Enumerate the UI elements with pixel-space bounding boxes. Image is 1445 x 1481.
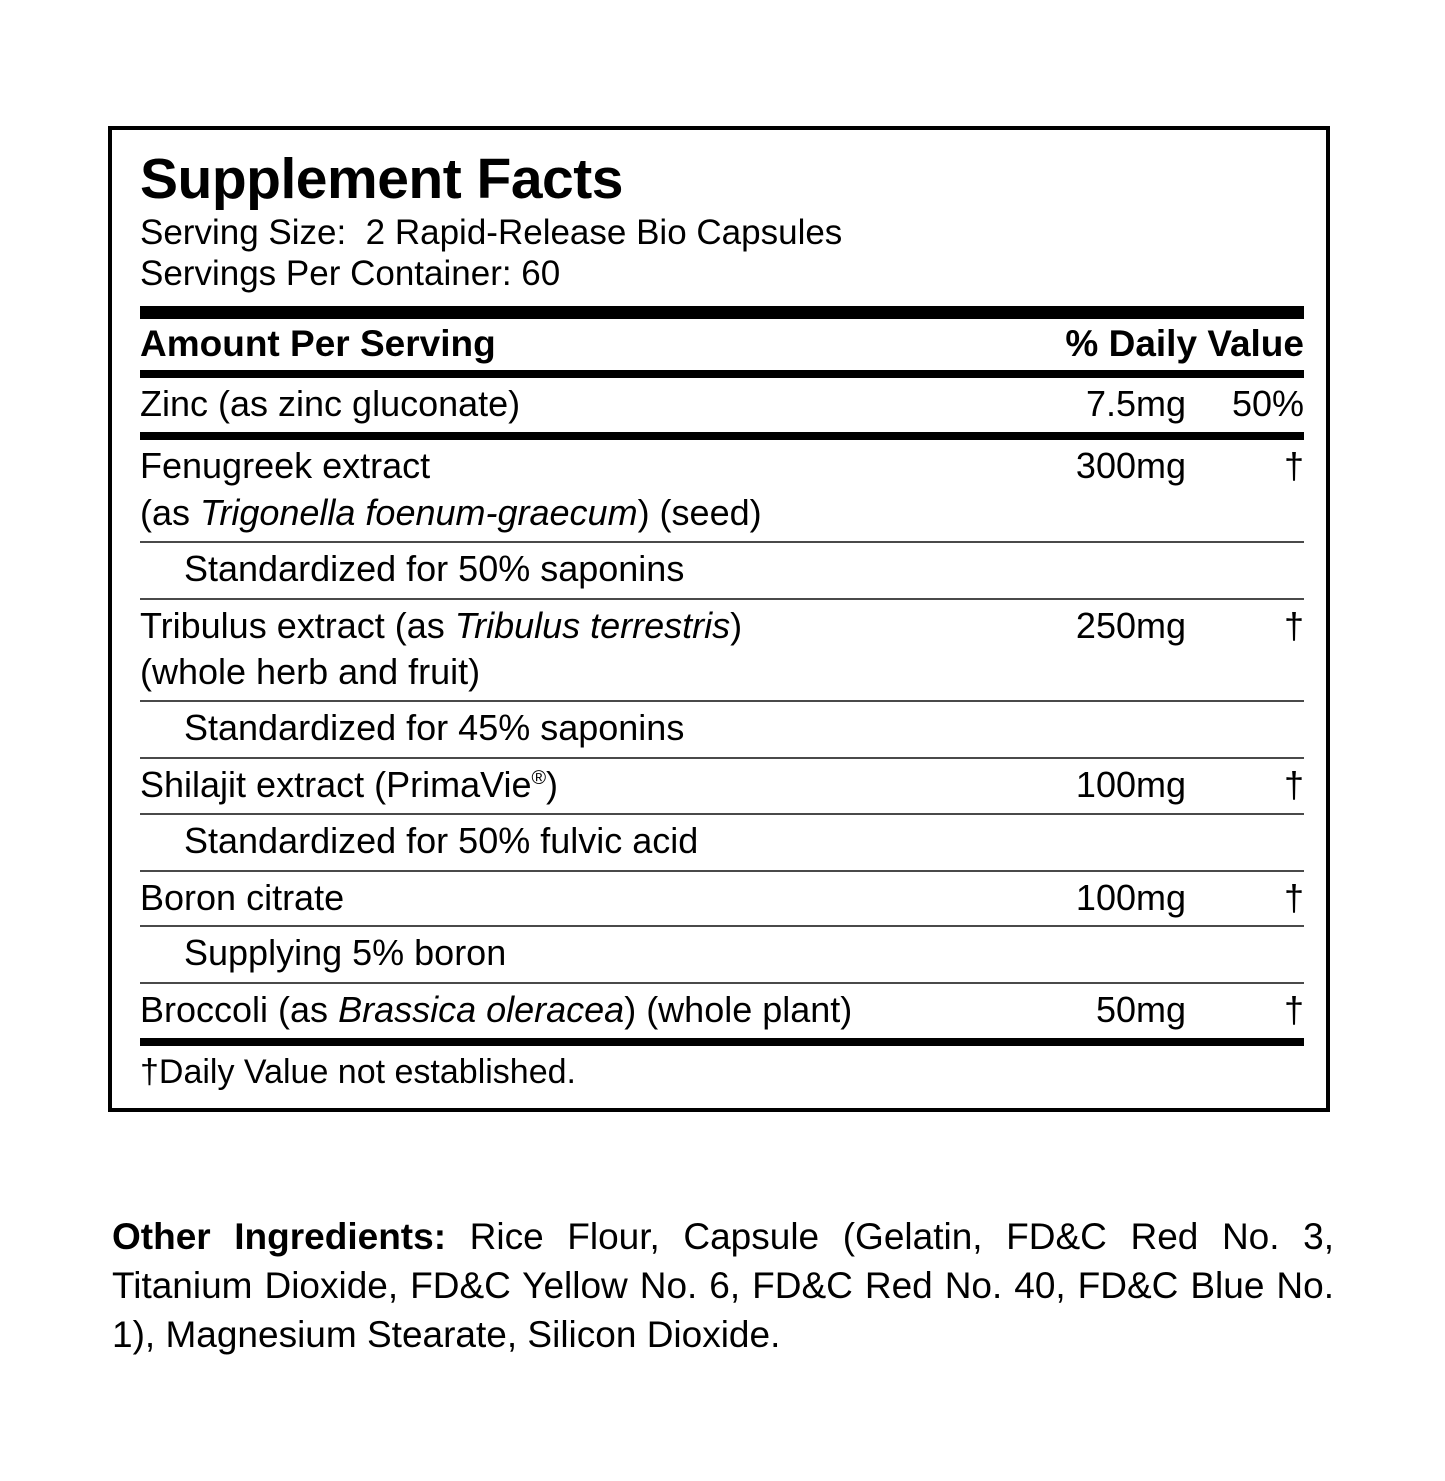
other-ingredients-text: Rice Flour, Capsule (Gelatin, FD&C Red No. 3, Titanium Dioxide, FD&C Yellow No. 6, FD&C Red No. 40, FD&C Blue No. 1), Magnesium Stearate, Silicon Dioxide.	[112, 1216, 1334, 1356]
table-row	[140, 440, 1304, 541]
nutrient-name	[140, 987, 981, 1034]
nutrient-daily-value: 50%	[1231, 383, 1304, 425]
nutrient-latin-name: Trigonella foenum-graecum	[200, 492, 638, 534]
servings-per-container-text: Servings Per Container: 60	[140, 254, 561, 294]
nutrient-name-line2-prefix: (as	[140, 492, 201, 534]
nutrient-amount: 7.5mg	[1085, 383, 1186, 425]
nutrient-daily-value: †	[1283, 876, 1304, 918]
nutrient-daily-value: †	[1283, 764, 1304, 806]
nutrient-name	[140, 443, 981, 537]
nutrient-name: Boron citrate	[140, 876, 345, 918]
nutrient-name: Zinc (as zinc gluconate)	[140, 383, 521, 425]
nutrient-daily-value: †	[1283, 445, 1304, 487]
nutrient-daily-value: †	[1283, 604, 1304, 646]
nutrient-amount: 50mg	[1095, 989, 1186, 1031]
nutrient-name	[140, 603, 981, 697]
nutrient-name-line2: (whole herb and fruit)	[140, 651, 481, 693]
nutrient-latin-name: Brassica oleracea	[338, 989, 625, 1031]
nutrient-name-line1-prefix: Tribulus extract (as	[140, 604, 455, 646]
nutrient-sub-note: Standardized for 50% fulvic acid	[184, 819, 699, 861]
divider-medium-bottom	[140, 1038, 1304, 1046]
header-daily-value: % Daily Value	[1065, 323, 1304, 365]
table-row	[140, 600, 1304, 701]
nutrient-sub-note: Standardized for 50% saponins	[184, 547, 685, 589]
nutrient-amount: 300mg	[1075, 445, 1186, 487]
other-ingredients	[112, 1212, 1334, 1360]
other-ingredients-label: Other Ingredients:	[112, 1216, 447, 1257]
table-row	[140, 984, 1304, 1038]
table-row	[140, 872, 1304, 926]
divider-medium-zinc	[140, 432, 1304, 440]
divider-medium-header	[140, 370, 1304, 378]
nutrient-amount: 250mg	[1075, 604, 1186, 646]
nutrient-name-line1-suffix: )	[730, 604, 743, 646]
table-row	[140, 759, 1304, 813]
table-header-row	[140, 319, 1304, 370]
nutrient-amount: 100mg	[1075, 764, 1186, 806]
nutrient-name-suffix: ) (whole plant)	[624, 989, 853, 1031]
daily-value-footnote: †Daily Value not established.	[140, 1053, 576, 1091]
nutrient-sub-note: Standardized for 45% saponins	[184, 707, 685, 749]
nutrient-daily-value: †	[1283, 989, 1304, 1031]
serving-size-text: Serving Size: 2 Rapid-Release Bio Capsules	[140, 212, 843, 252]
panel-title: Supplement Facts	[140, 147, 623, 211]
nutrient-name-line1: Fenugreek extract	[140, 445, 431, 487]
nutrient-name: Shilajit extract (PrimaVie®)	[140, 764, 559, 806]
header-amount-per-serving: Amount Per Serving	[140, 323, 496, 365]
table-row	[140, 378, 1304, 432]
nutrient-amount: 100mg	[1075, 876, 1186, 918]
nutrient-sub-note: Supplying 5% boron	[184, 932, 507, 974]
divider-thick-top	[140, 306, 1304, 319]
nutrient-name-line2-suffix: ) (seed)	[637, 492, 762, 534]
nutrient-name-prefix: Broccoli (as	[140, 989, 339, 1031]
supplement-facts-panel	[108, 126, 1330, 1112]
nutrient-latin-name: Tribulus terrestris	[454, 604, 731, 646]
